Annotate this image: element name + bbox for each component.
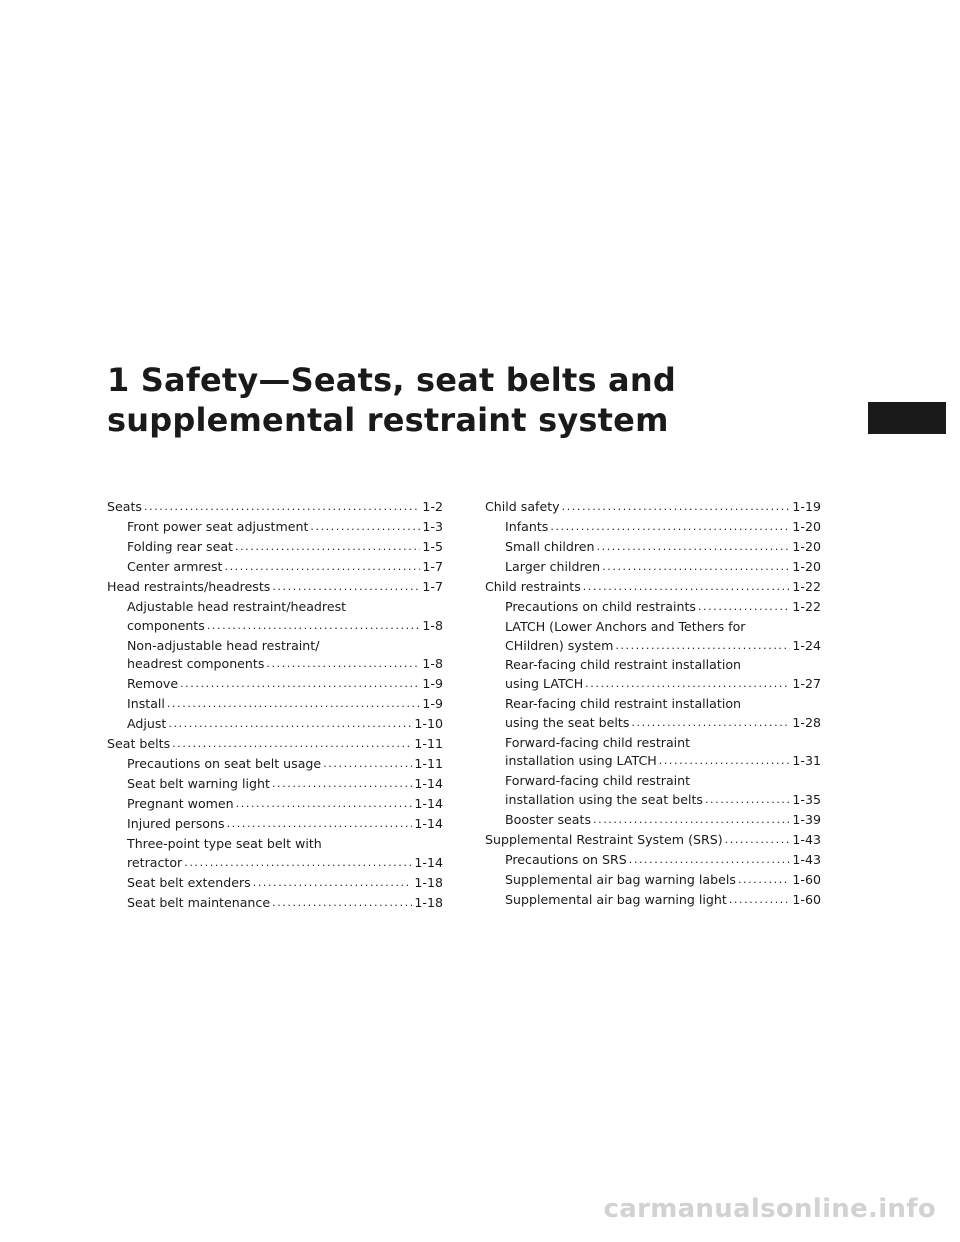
chapter-title (107, 360, 676, 440)
toc-entry-label: headrest components (127, 656, 265, 672)
toc-left-column (107, 498, 443, 914)
toc-leader-dots (583, 578, 791, 597)
toc-entry-page: 1-14 (414, 776, 443, 791)
toc-leader-dots (550, 518, 790, 537)
toc-entry-multiline[interactable] (485, 656, 821, 693)
toc-leader-dots (593, 811, 790, 830)
toc-leader-dots (602, 558, 790, 577)
toc-entry-label: Child safety (485, 499, 560, 514)
toc-entry[interactable] (107, 894, 443, 913)
toc-entry[interactable] (107, 815, 443, 834)
toc-entry-label-line1: LATCH (Lower Anchors and Tethers for (505, 618, 746, 634)
toc-entry-page: 1-14 (414, 815, 443, 831)
toc-entry-page: 1-8 (422, 617, 443, 633)
toc-entry-label: Seat belt maintenance (127, 894, 271, 910)
toc-entry[interactable] (107, 775, 443, 794)
toc-leader-dots (266, 655, 420, 674)
toc-entry-page: 1-11 (414, 736, 443, 752)
toc-entry-label: Precautions on child restraints (505, 598, 696, 614)
toc-entry[interactable] (107, 498, 443, 517)
watermark-text: carmanualsonline.info (603, 1194, 936, 1224)
chapter-title-line2: supplemental restraint system (107, 401, 669, 439)
toc-entry[interactable] (107, 755, 443, 774)
toc-entry[interactable] (107, 578, 443, 597)
toc-entry-page: 1-14 (414, 854, 443, 870)
toc-entry-label: Front power seat adjustment (127, 518, 309, 534)
toc-entry[interactable] (505, 791, 821, 810)
toc-leader-dots (207, 617, 421, 636)
toc-entry[interactable] (107, 735, 443, 754)
toc-entry-label: Supplemental Restraint System (SRS) (485, 831, 723, 847)
toc-entry-page: 1-24 (792, 637, 821, 653)
toc-entry[interactable] (505, 752, 821, 771)
toc-entry-label: Install (127, 696, 165, 712)
toc-entry-label: installation using the seat belts (505, 791, 703, 807)
toc-entry-page: 1-20 (792, 558, 821, 574)
toc-entry[interactable] (485, 558, 821, 577)
toc-entry-label: components (127, 617, 205, 633)
toc-entry-multiline[interactable] (485, 695, 821, 732)
toc-leader-dots (184, 854, 412, 873)
toc-entry-page: 1-18 (414, 894, 443, 910)
toc-leader-dots (705, 791, 790, 810)
toc-entry-page: 1-28 (792, 714, 821, 730)
toc-entry-page: 1-35 (792, 791, 821, 807)
toc-leader-dots (167, 695, 421, 714)
toc-entry-page: 1-7 (422, 578, 443, 594)
toc-entry-label-line1: Rear-facing child restraint installation (505, 696, 742, 712)
toc-entry-page: 1-9 (422, 676, 443, 692)
toc-entry[interactable] (127, 655, 443, 674)
toc-entry-label: Seat belt warning light (127, 776, 270, 791)
toc-leader-dots (631, 714, 790, 733)
toc-entry-label: Seat belt extenders (127, 874, 251, 890)
toc-entry-multiline[interactable] (485, 734, 821, 771)
toc-entry[interactable] (485, 578, 821, 597)
toc-entry-label: Larger children (505, 558, 601, 574)
toc-entry-page: 1-22 (792, 578, 821, 594)
toc-entry-label: Infants (505, 518, 549, 534)
toc-entry[interactable] (127, 854, 443, 873)
toc-leader-dots (738, 871, 790, 890)
toc-leader-dots (168, 715, 412, 734)
toc-entry-page: 1-7 (422, 558, 443, 574)
toc-leader-dots (253, 874, 413, 893)
toc-entry-label: Booster seats (505, 811, 592, 827)
toc-entry-multiline[interactable] (485, 618, 821, 655)
toc-entry[interactable] (485, 851, 821, 870)
toc-entry-page: 1-60 (792, 891, 821, 907)
toc-leader-dots (180, 675, 420, 694)
toc-entry-label: using LATCH (505, 676, 584, 692)
toc-entry[interactable] (107, 695, 443, 714)
toc-entry-page: 1-8 (422, 656, 443, 672)
toc-entry[interactable] (485, 598, 821, 617)
toc-entry-page: 1-3 (422, 518, 443, 534)
toc-entry-page: 1-20 (792, 518, 821, 534)
toc-entry-label-line1: Three-point type seat belt with (127, 835, 322, 851)
toc-leader-dots (629, 851, 791, 870)
toc-entry-page: 1-14 (414, 795, 443, 811)
toc-leader-dots (585, 675, 790, 694)
toc-entry[interactable] (505, 714, 821, 733)
toc-entry-page: 1-18 (414, 874, 443, 890)
toc-entry-page: 1-11 (414, 756, 443, 772)
toc-entry-label: using the seat belts (505, 714, 630, 730)
toc-entry[interactable] (127, 617, 443, 636)
toc-entry-page: 1-22 (792, 598, 821, 614)
toc-entry-label: Center armrest (127, 558, 223, 574)
toc-entry-label: Pregnant women (127, 795, 234, 811)
toc-entry-page: 1-9 (422, 696, 443, 712)
toc-entry-page: 1-19 (792, 499, 821, 514)
toc-entry-label-line1: Adjustable head restraint/headrest (127, 598, 347, 614)
toc-entry[interactable] (485, 811, 821, 830)
toc-entry-label: Precautions on seat belt usage (127, 756, 322, 772)
toc-entry-label: CHildren) system (505, 637, 614, 653)
toc-entry[interactable] (485, 538, 821, 557)
toc-entry-page: 1-43 (792, 851, 821, 867)
toc-entry-page: 1-27 (792, 676, 821, 692)
toc-leader-dots (235, 538, 420, 557)
toc-leader-dots (659, 752, 791, 771)
toc-entry-label: Supplemental air bag warning light (505, 891, 727, 907)
toc-leader-dots (272, 578, 420, 597)
toc-entry[interactable] (107, 715, 443, 734)
toc-leader-dots (310, 518, 420, 537)
toc-entry-label-line1: Rear-facing child restraint installation (505, 657, 742, 673)
toc-entry[interactable] (107, 558, 443, 577)
toc-leader-dots (698, 598, 790, 617)
toc-leader-dots (144, 498, 420, 517)
toc-entry-multiline[interactable] (107, 835, 443, 872)
toc-entry-multiline[interactable] (485, 772, 821, 809)
toc-entry-label: Injured persons (127, 815, 225, 831)
toc-leader-dots (597, 538, 791, 557)
toc-entry-multiline[interactable] (107, 598, 443, 635)
chapter-thumb-tab (868, 402, 946, 434)
toc-leader-dots (729, 891, 791, 910)
toc-entry-page: 1-43 (792, 831, 821, 847)
toc-entry[interactable] (505, 675, 821, 694)
toc-entry-label: installation using LATCH (505, 753, 657, 769)
toc-entry[interactable] (107, 675, 443, 694)
toc-leader-dots (725, 831, 791, 850)
toc-entry-label: Small children (505, 538, 595, 554)
toc-leader-dots (227, 815, 413, 834)
toc-entry-page: 1-31 (792, 753, 821, 769)
toc-entry[interactable] (485, 871, 821, 890)
toc-entry-page: 1-39 (792, 811, 821, 827)
toc-entry-label: Child restraints (485, 578, 581, 594)
toc-leader-dots (236, 795, 413, 814)
toc-entry[interactable] (485, 498, 821, 517)
toc-entry-label: retractor (127, 854, 183, 870)
toc-entry[interactable] (107, 518, 443, 537)
toc-entry-label: Folding rear seat (127, 538, 233, 554)
toc-entry[interactable] (107, 538, 443, 557)
toc-leader-dots (562, 498, 791, 517)
toc-leader-dots (172, 735, 412, 754)
toc-leader-dots (615, 637, 790, 656)
toc-leader-dots (224, 558, 420, 577)
toc-entry-label-line1: Forward-facing child restraint (505, 773, 691, 789)
toc-entry-label: Seat belts (107, 736, 171, 752)
toc-entry-label: Head restraints/headrests (107, 578, 271, 594)
toc-entry-page: 1-60 (792, 871, 821, 887)
toc-entry-label-line1: Non-adjustable head restraint/ (127, 637, 320, 653)
toc-entry-label: Seats (107, 499, 142, 514)
toc-leader-dots (272, 894, 412, 913)
toc-entry[interactable] (107, 795, 443, 814)
toc-entry-multiline[interactable] (107, 637, 443, 674)
toc-entry[interactable] (485, 831, 821, 850)
toc-entry-label: Precautions on SRS (505, 851, 627, 867)
toc-entry-label: Supplemental air bag warning labels (505, 871, 736, 887)
toc-right-column (485, 498, 821, 911)
toc-entry-page: 1-10 (414, 716, 443, 732)
toc-leader-dots (272, 775, 412, 794)
toc-entry-page: 1-5 (422, 538, 443, 554)
chapter-title-line1: 1 Safety—Seats, seat belts and (107, 361, 676, 399)
toc-entry[interactable] (107, 874, 443, 893)
toc-entry-page: 1-2 (422, 499, 443, 514)
toc-entry-label-line1: Forward-facing child restraint (505, 734, 691, 750)
toc-leader-dots (323, 755, 412, 774)
toc-entry[interactable] (505, 637, 821, 656)
toc-entry-label: Remove (127, 676, 179, 692)
toc-entry[interactable] (485, 891, 821, 910)
toc-entry[interactable] (485, 518, 821, 537)
toc-entry-label: Adjust (127, 716, 167, 732)
toc-entry-page: 1-20 (792, 538, 821, 554)
